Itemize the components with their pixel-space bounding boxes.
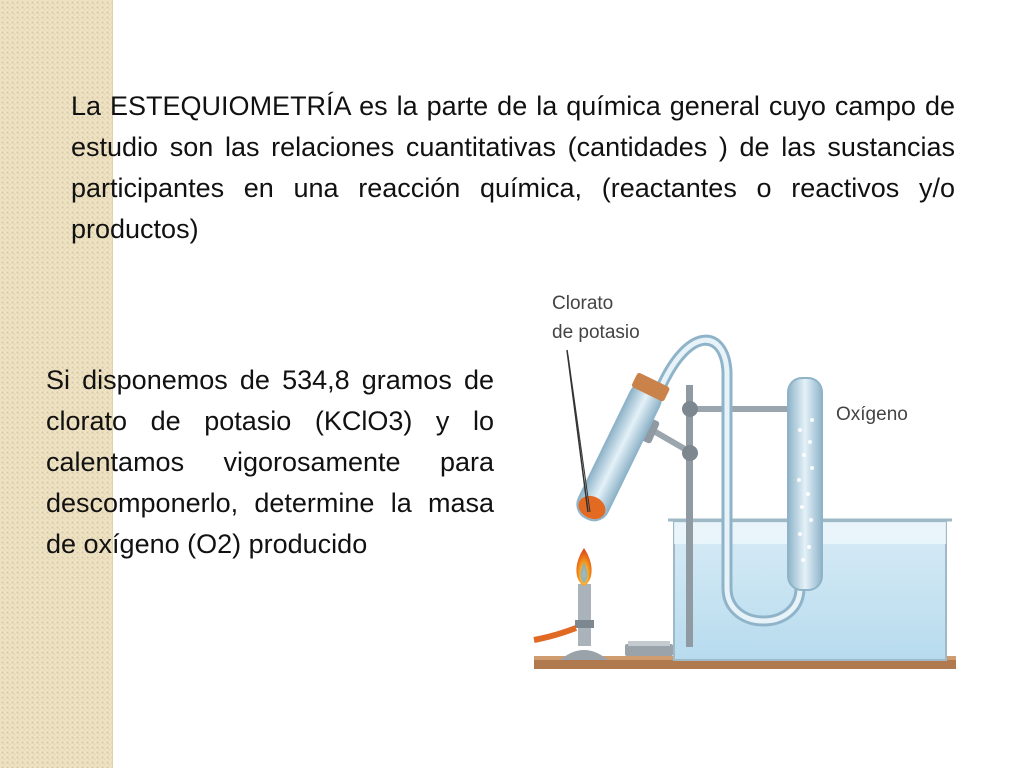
collection-tube (788, 378, 822, 590)
label-oxigeno: Oxígeno (836, 404, 908, 425)
test-tube (571, 372, 671, 526)
label-clorato-line1: Clorato (552, 293, 614, 314)
label-clorato-line2: de potasio (552, 322, 640, 343)
definition-paragraph: La ESTEQUIOMETRÍA es la parte de la química general cuyo campo de estudio son las relaciones cuantitativas (cantidades ) de las sustancias participantes en una reacción química, (reactantes o reactivos y/o productos) (71, 91, 955, 244)
bunsen-burner (534, 584, 608, 660)
stand-rod (686, 385, 693, 647)
oxygen-collection-apparatus-illustration (528, 280, 960, 680)
problem-paragraph: Si disponemos de 534,8 gramos de clorato de potasio (KClO3) y lo calentamos vigorosamente para descomponerlo, determine la masa de oxígeno (O2) producido (46, 365, 494, 559)
